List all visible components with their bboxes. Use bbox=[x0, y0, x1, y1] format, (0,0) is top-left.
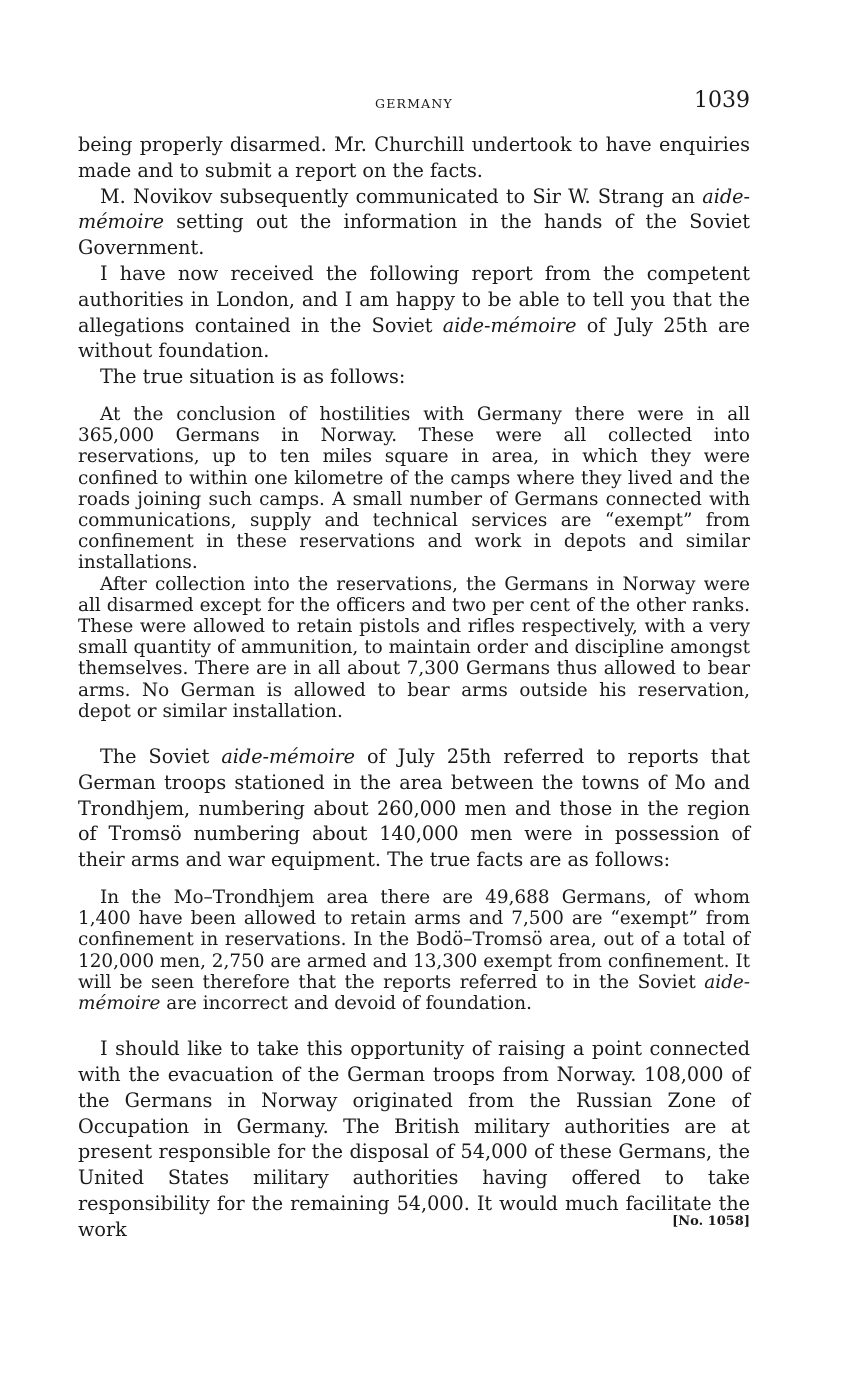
paragraph-continued: being properly disarmed. Mr. Churchill undertook to have enquiries made and to submit a report on the facts. bbox=[78, 133, 750, 182]
page-number: 1039 bbox=[694, 88, 750, 113]
document-number: [No. 1058] bbox=[672, 1214, 750, 1229]
paragraph-situation-intro: The true situation is as follows: bbox=[100, 365, 406, 389]
page-header bbox=[78, 88, 750, 118]
report-quote-block bbox=[78, 404, 750, 722]
quote-paragraph: At the conclusion of hostilities with Germany there were in all 365,000 Germans in Norway. These were all collected into reservations, up to ten miles square in area, in which they were confined to within one kilometre of the camps where they lived and the roads joining such camps. A small number of Germans connected with communications, supply and technical services are “exempt” from confinement in these reservations and work in depots and similar installations. bbox=[78, 403, 750, 574]
facts-quote-block: In the Mo–Trondhjem area there are 49,688 Germans, of whom 1,400 have been allowed to retain arms and 7,500 are “exempt” from confinement in reservations. In the Bodö–Tromsö area, out of a total of 120,000 men, 2,750 are armed and 13,300 exempt from confinement. It will be seen therefore that the reports referred to in the Soviet aide-mémoire are incorrect and devoid of foundation. bbox=[78, 887, 750, 1015]
paragraph-evacuation: I should like to take this opportunity of raising a point connected with the evacuation of the German troops from Norway. 108,000 of the Germans in Norway originated from the Russian Zone of Occupation in Germany. The British military authorities are at present responsible for the disposal of 54,000 of these Germans, the United States military authorities having offered to take responsibility for the remaining 54,000. It would much facilitate the work bbox=[78, 1037, 750, 1241]
paragraph-report: I have now received the following report from the competent authorities in London, and I am happy to be able to tell you that the allegations contained in the Soviet aide-mémoire of July 25th are without foundation. bbox=[78, 261, 751, 363]
paragraph-novikov: M. Novikov subsequently communicated to Sir W. Strang an aide-mémoire setting out the information in the hands of the Soviet Government. bbox=[78, 184, 750, 260]
running-head: GERMANY bbox=[375, 96, 453, 111]
document-page bbox=[78, 88, 750, 1243]
paragraph-soviet-claims: The Soviet aide-mémoire of July 25th referred to reports that German troops stationed in the area between the towns of Mo and Trondhjem, numbering about 260,000 men and those in the region of Tromsö numbering about 140,000 men were in possession of their arms and war equipment. The true facts are as follows: bbox=[78, 745, 750, 872]
document-body bbox=[78, 132, 750, 1243]
quote-paragraph: After collection into the reservations, the Germans in Norway were all disarmed except for the officers and two per cent of the other ranks. These were allowed to retain pistols and rifles respectively, with a very small quantity of ammunition, to maintain order and discipline amongst themselves. There are in all about 7,300 Germans thus allowed to bear arms. No German is allowed to bear arms outside his reservation, depot or similar installation. bbox=[78, 573, 750, 722]
